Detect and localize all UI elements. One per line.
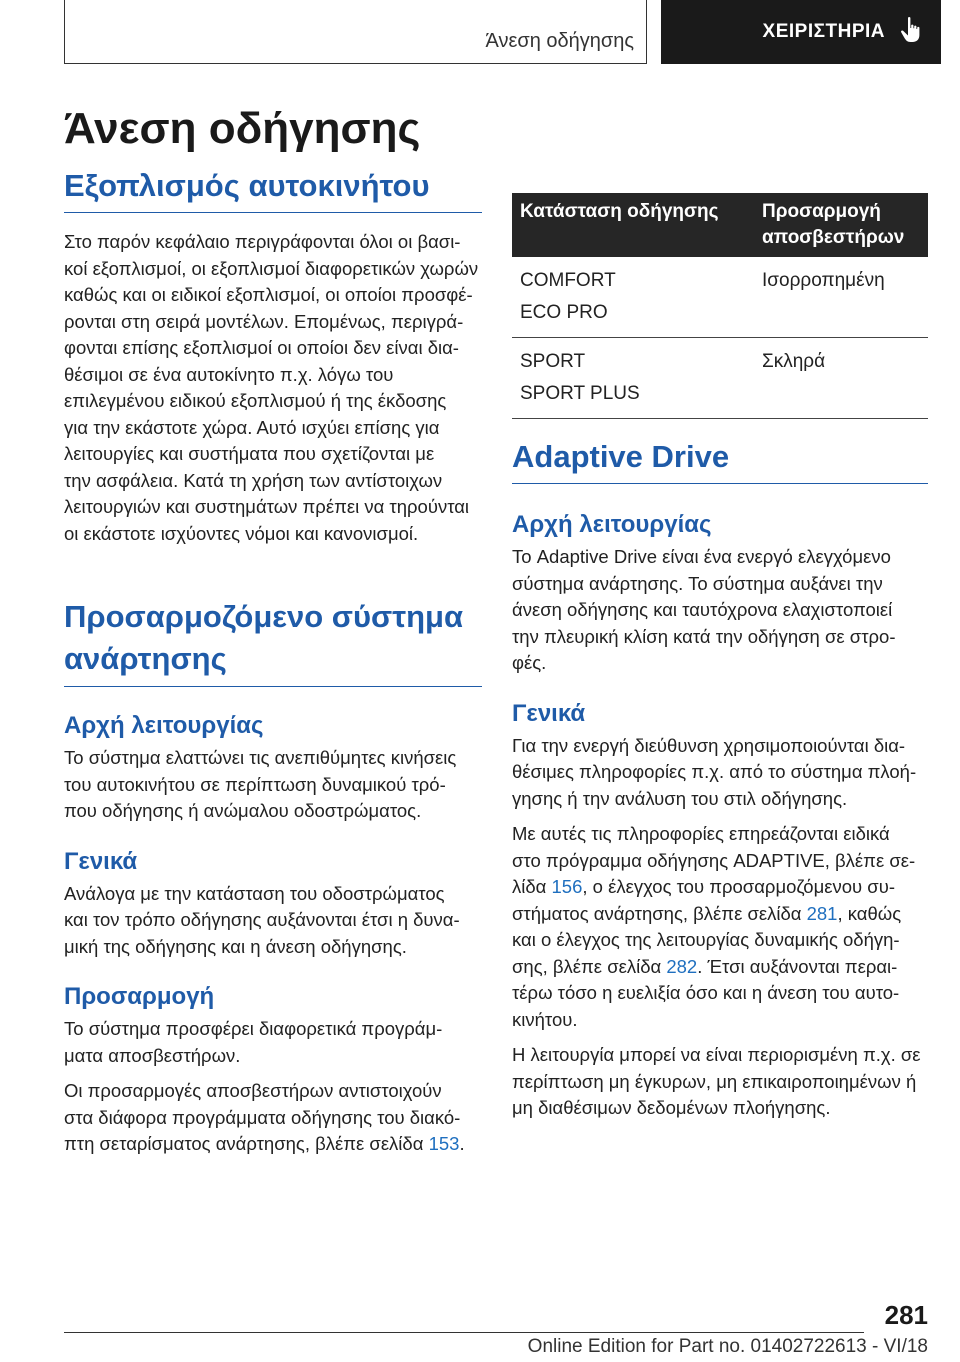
table-cell-setting: Ισορροπημένη — [754, 257, 928, 338]
table-cell-modes — [512, 257, 754, 338]
text-line: Με αυτές τις πληροφορίες επηρεάζονται ειδικά — [512, 823, 890, 844]
text-line: Ανάλογα με την κατάσταση του οδοστρώματος — [64, 882, 445, 904]
chapter-tab[interactable] — [661, 0, 941, 64]
text-line: Οι προσαρμογές αποσβεστήρων αντιστοιχούν — [64, 1080, 442, 1101]
text-line: Το Adaptive Drive είναι ένα ενεργό ελεγχόμενο — [512, 546, 891, 567]
text-line — [64, 1131, 482, 1158]
text-line: οι εκάστοτε ισχύοντες νόμοι και κανονισμοί. — [64, 522, 419, 544]
text-line: στα διάφορα προγράμματα οδήγησης του διακό- — [64, 1106, 461, 1128]
equipment-section — [64, 166, 482, 547]
text-line: τέρω τόσο η ευελιξία όσο και η άνεση του αυτο- — [512, 982, 900, 1003]
text-fragment: , καθώς — [837, 902, 902, 924]
page-number: 281 — [884, 1300, 928, 1330]
table-row — [512, 257, 928, 338]
text-line: Στο παρόν κεφάλαιο περιγράφονται όλοι οι βασι- — [64, 231, 461, 252]
text-fragment: λίδα — [512, 876, 552, 897]
text-line: Το σύστημα προσφέρει διαφορετικά προγράμ- — [64, 1018, 443, 1039]
suspension-principle-heading: Αρχή λειτουργίας — [64, 712, 264, 739]
text-fragment: . — [459, 1133, 465, 1154]
text-fragment: , ο έλεγχος του προσαρμοζόμενου συ- — [582, 876, 895, 897]
text-line: σύστημα ανάρτησης. Το σύστημα αυξάνει την — [512, 572, 883, 594]
text-line: γησης ή την ανάλυση του στιλ οδήγησης. — [512, 787, 848, 809]
suspension-heading-line: ανάρτησης — [64, 641, 227, 676]
damper-table-section — [512, 193, 928, 419]
text-line: φές. — [512, 652, 547, 673]
table-header-row — [512, 193, 928, 257]
table-cell-setting: Σκληρά — [754, 338, 928, 419]
text-line: θέσιμοι σε ένα αυτοκίνητο π.χ. λόγω του — [64, 363, 394, 385]
table-row — [512, 338, 928, 419]
text-line: άνεση οδήγησης και ταυτόχρονα ελαχιστοποιεί — [512, 599, 893, 620]
text-line: Το σύστημα ελαττώνει τις ανεπιθύμητες κινήσεις — [64, 747, 457, 768]
text-line: καθώς και οι ειδικοί εξοπλισμοί, οι οποίοι προσφέ- — [64, 284, 473, 305]
footer-divider — [64, 1332, 864, 1333]
page-link-153[interactable]: 153 — [428, 1133, 460, 1154]
text-line: κοί εξοπλισμοί, οι εξοπλισμοί διαφορετικών χωρών — [64, 257, 479, 279]
mode-name: SPORT PLUS — [520, 383, 640, 404]
text-line: για την εκάστοτε χώρα. Αυτό ισχύει επίσης για — [64, 416, 440, 438]
text-line: Για την ενεργή διεύθυνση χρησιμοποιούνται δια- — [512, 734, 906, 756]
header-frame — [64, 0, 647, 64]
text-line: την ασφάλεια. Κατά τη χρήση των αντίστοιχων — [64, 469, 443, 491]
text-line: φονται επίσης εξοπλισμοί οι οποίοι δεν είναι δια- — [64, 337, 459, 358]
suspension-heading — [64, 596, 482, 687]
text-fragment: στήματος ανάρτησης, βλέπε σελίδα — [512, 902, 807, 924]
table-cell-modes — [512, 338, 754, 419]
text-line: στο πρόγραμμα οδήγησης ADAPTIVE, βλέπε σε- — [512, 849, 916, 871]
text-line: και ο έλεγχος της λειτουργίας δυναμικής οδήγη- — [512, 929, 900, 950]
hand-pointer-icon — [899, 16, 923, 49]
table-header-cell: Κατάσταση οδήγησης — [512, 193, 754, 257]
page-link-156[interactable]: 156 — [551, 876, 583, 897]
text-line — [512, 954, 928, 981]
mode-name: SPORT — [520, 351, 586, 372]
text-fragment: σης, βλέπε σελίδα — [512, 955, 667, 977]
text-line: ματα αποσβεστήρων. — [64, 1044, 241, 1066]
text-line: περίπτωση μη έγκυρων, μη επικαιροποιημένων ή — [512, 1070, 917, 1092]
text-line: θέσιμες πληροφορίες π.χ. από το σύστημα πλοή- — [512, 761, 917, 782]
text-line — [512, 901, 928, 928]
suspension-heading-line: Προσαρμοζόμενο σύστημα — [64, 599, 464, 634]
text-line: την πλευρική κλίση κατά την οδήγηση σε στρο- — [512, 625, 896, 647]
table-header-cell: Προσαρμογή αποσβεστήρων — [754, 193, 928, 257]
page-title: Άνεση οδήγησης — [64, 104, 421, 153]
text-line: Η λειτουργία μπορεί να είναι περιορισμένη π.χ. σε — [512, 1044, 921, 1065]
damper-settings-table — [512, 193, 928, 419]
header-section-title: Άνεση οδήγησης — [485, 30, 634, 52]
text-line: του αυτοκινήτου σε περίπτωση δυναμικού τρό- — [64, 773, 446, 795]
text-line: κινήτου. — [512, 1008, 578, 1030]
mode-name: COMFORT — [520, 270, 616, 291]
text-line — [512, 874, 928, 901]
adaptive-principle-heading: Αρχή λειτουργίας — [512, 511, 712, 538]
adaptive-drive-section — [512, 437, 928, 1122]
page-link-281[interactable]: 281 — [806, 902, 838, 924]
suspension-general-heading: Γενικά — [64, 847, 138, 875]
suspension-adjust-heading: Προσαρμογή — [64, 983, 215, 1010]
text-line: και τον τρόπο οδήγησης αυξάνονται έτσι η δυνα- — [64, 909, 460, 930]
adaptive-drive-heading: Adaptive Drive — [512, 437, 928, 484]
text-line: που οδήγησης ή ανώμαλου οδοστρώματος. — [64, 800, 422, 821]
text-line: μη διαθέσιμων δεδομένων πλοήγησης. — [512, 1097, 831, 1118]
edition-note: Online Edition for Part no. 01402722613 - VI/18 — [527, 1336, 928, 1357]
equipment-paragraph — [64, 229, 482, 547]
text-line: μική της οδήγησης και η άνεση οδήγησης. — [64, 935, 407, 957]
page-link-282[interactable]: 282 — [666, 955, 698, 977]
adaptive-general-heading: Γενικά — [512, 699, 586, 727]
mode-name: ECO PRO — [520, 302, 608, 323]
text-line: ρονται στη σειρά μοντέλων. Επομένως, περιγρά- — [64, 310, 464, 332]
text-fragment: πτη σεταρίσματος ανάρτησης, βλέπε σελίδα — [64, 1133, 429, 1154]
text-line: λειτουργιών και συστημάτων πρέπει να τηρούνται — [64, 496, 470, 517]
text-line: επιλεγμένου ειδικού εξοπλισμού ή της έκδοσης — [64, 390, 447, 411]
chapter-tab-label: ΧΕΙΡΙΣΤΗΡΙΑ — [762, 21, 885, 42]
text-line: λειτουργίες και συστήματα που σχετίζονται με — [64, 443, 435, 464]
suspension-section — [64, 596, 482, 1158]
text-fragment: . Έτσι αυξάνονται περαι- — [697, 955, 898, 977]
equipment-heading: Εξοπλισμός αυτοκινήτου — [64, 166, 482, 213]
